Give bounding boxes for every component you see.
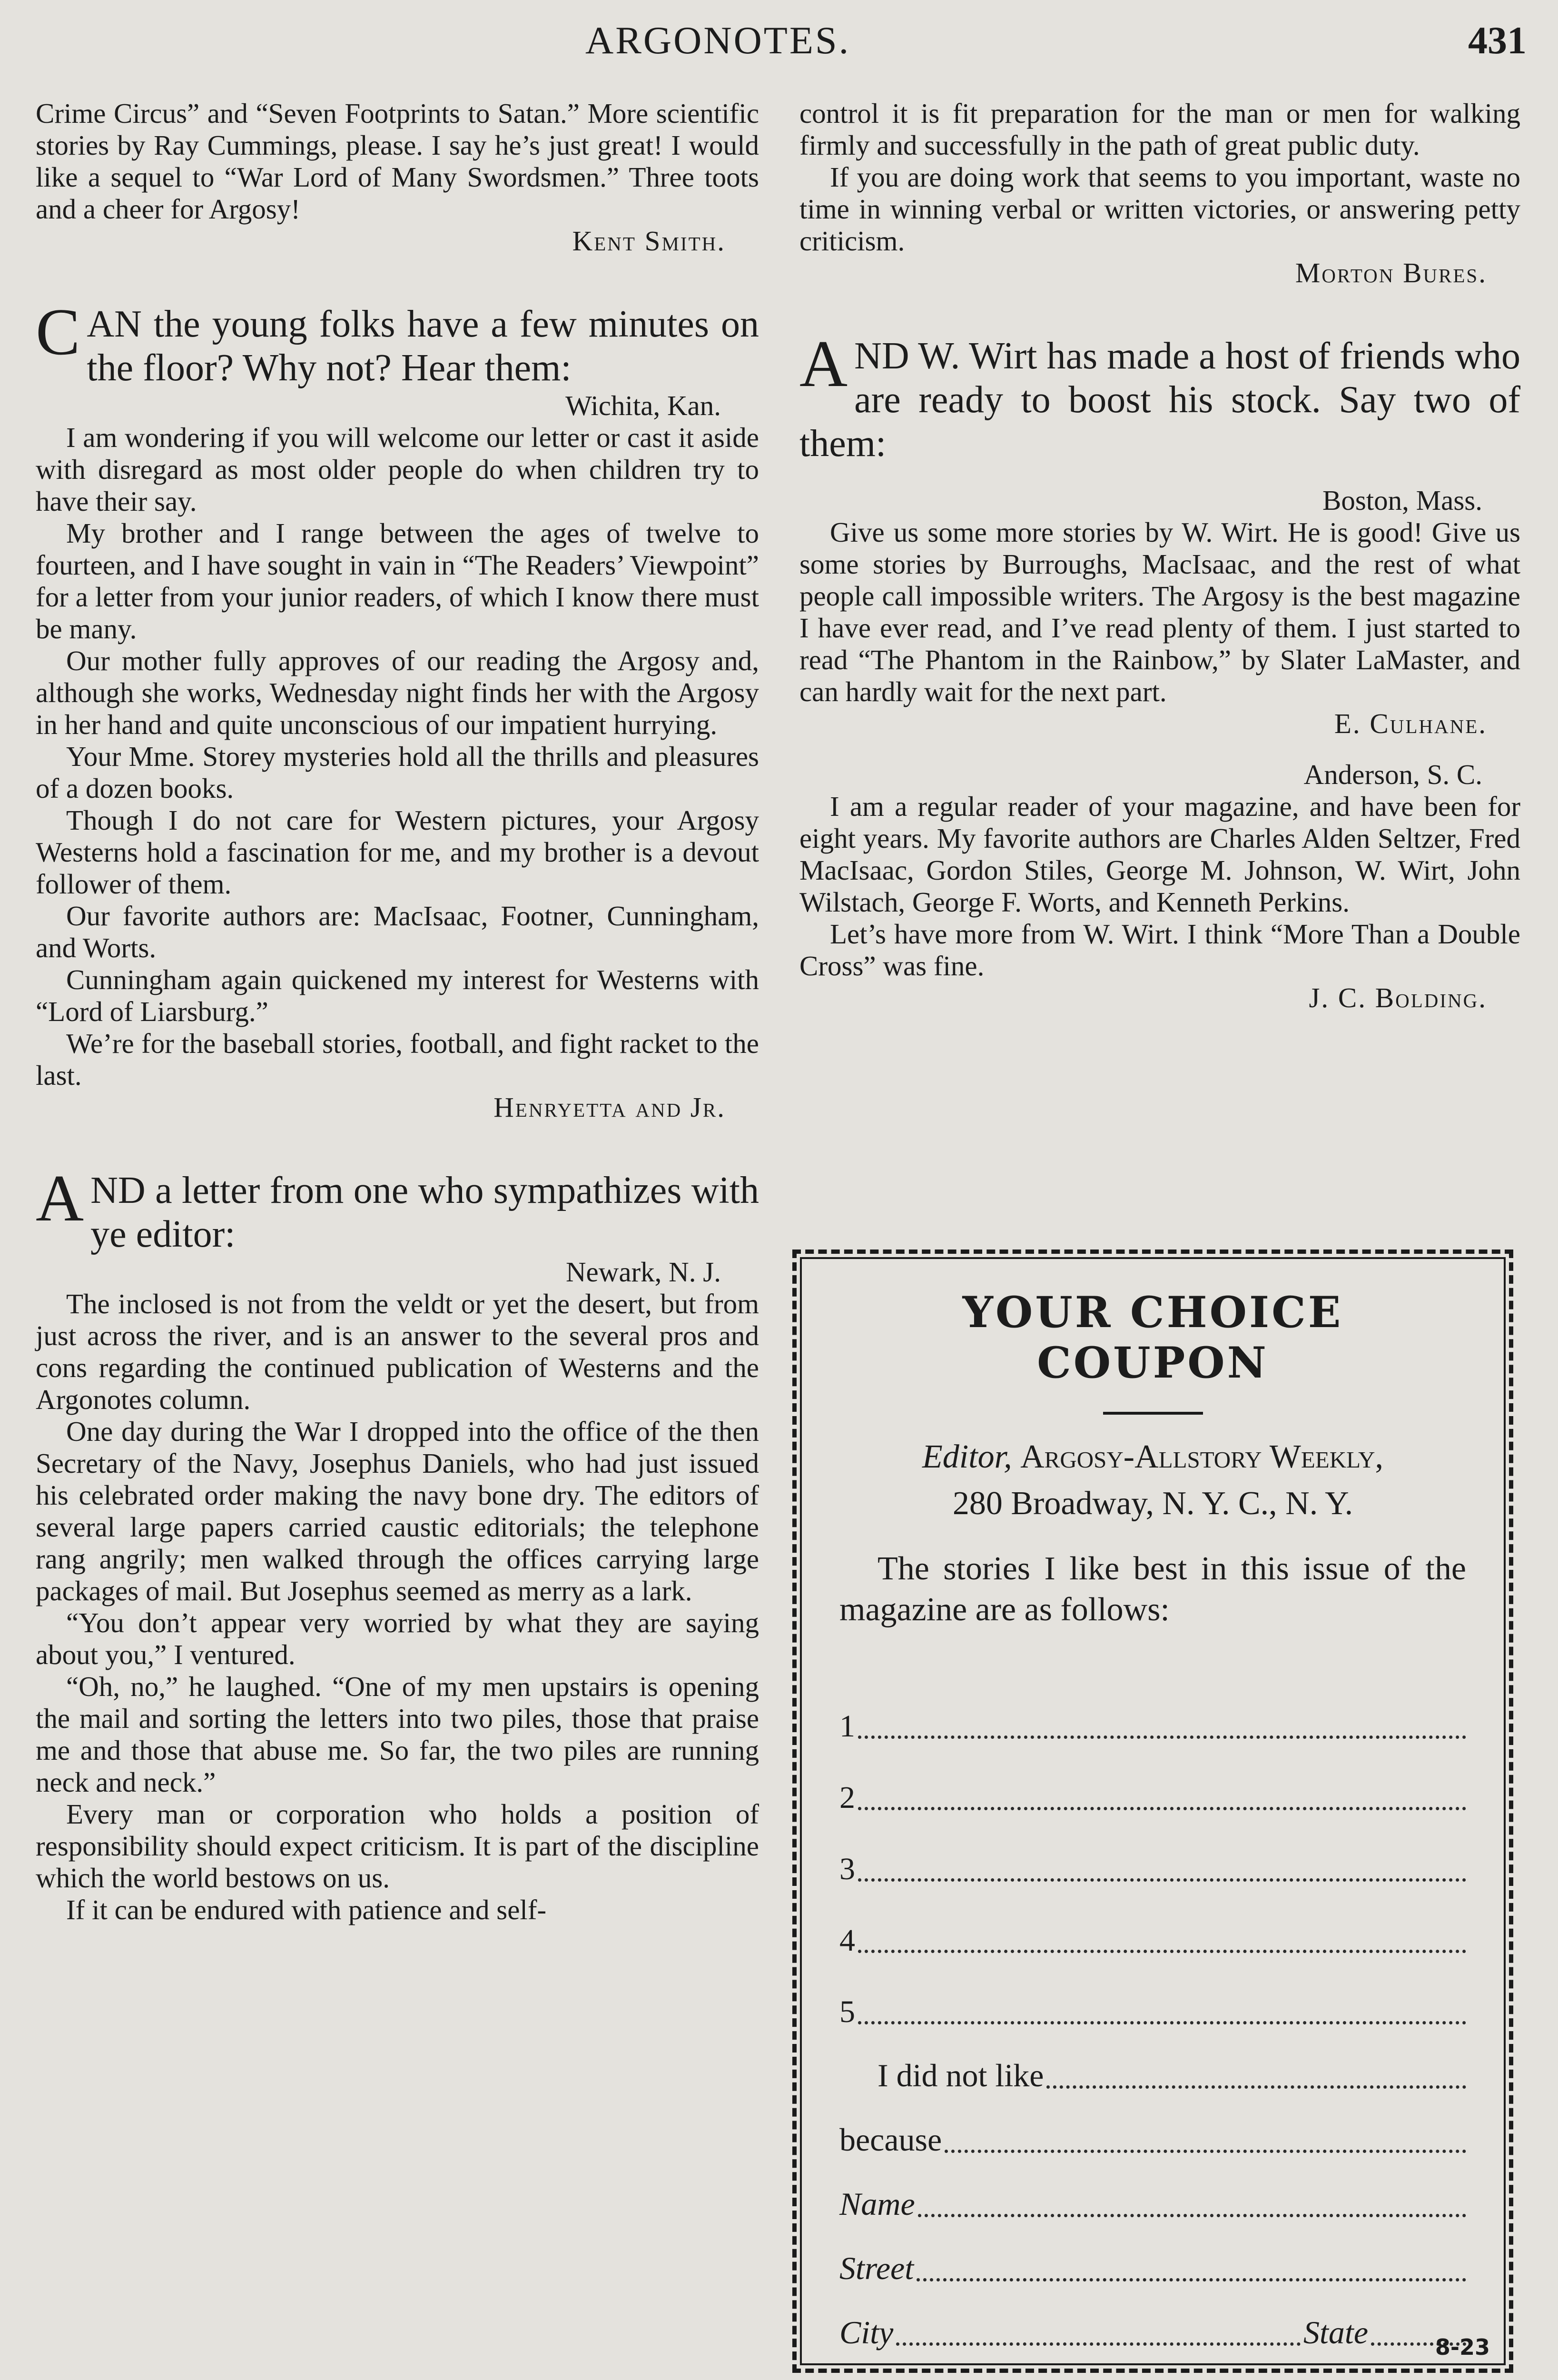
- fill-in-line[interactable]: [917, 2278, 1466, 2281]
- because-field[interactable]: because: [839, 2094, 1466, 2159]
- editor-label: Editor,: [922, 1438, 1012, 1475]
- carryover-text: Crime Circus” and “Seven Footprints to Satan.” More scientific stories by Ray Cummings, please. I say he’s just great! I would like a sequel to “War Lord of Many Swordsmen.” Three toots and a cheer for Argosy!: [36, 98, 759, 225]
- letter-paragraph: Cunningham again quickened my interest for Westerns with “Lord of Liarsburg.”: [36, 964, 759, 1027]
- editor-intro-w-wirt: AND W. Wirt has made a host of friends who are ready to boost his stock. Say two of them:: [799, 327, 1520, 465]
- letter-paragraph: I am a regular reader of your magazine, and have been for eight years. My favorite authors are Charles Alden Seltzer, Fred MacIsaac, Gordon Stiles, George M. Johnson, W. Wirt, John Wilstach, George F. Worts, and Kenneth Perkins.: [799, 791, 1520, 918]
- editor-intro-sympathizes: AND a letter from one who sympathizes with ye editor:: [36, 1161, 759, 1255]
- street-field[interactable]: Street: [839, 2223, 1466, 2287]
- story-choice-line-4[interactable]: 4: [839, 1887, 1466, 1959]
- signature-kent-smith: Kent Smith.: [572, 225, 726, 257]
- drop-cap: A: [799, 327, 848, 401]
- letter-paragraph: Give us some more stories by W. Wirt. He is good! Give us some stories by Burroughs, MacIsaac, and the rest of what people call impossible writers. The Argosy is the best magazine I have ever read, and I’ve read plenty of them. I just started to read “The Phantom in the Rainbow,” by Slater LaMaster, and can hardly wait for the next part.: [799, 516, 1520, 707]
- letter-paragraph: Your Mme. Storey mysteries hold all the thrills and pleasures of a dozen books.: [36, 741, 759, 804]
- running-head: [0, 13, 1558, 66]
- magazine-name: Argosy-Allstory Weekly,: [1020, 1438, 1384, 1475]
- letter-paragraph: Our mother fully approves of our reading the Argosy and, although she works, Wednesday night finds her with the Argosy in her hand and quite unconscious of our impatient hurrying.: [36, 645, 759, 740]
- carryover-text: If you are doing work that seems to you important, waste no time in winning verbal or written victories, or answering petty criticism.: [799, 161, 1520, 257]
- fill-in-line[interactable]: [1046, 2085, 1466, 2089]
- letter-paragraph: We’re for the baseball stories, football, and fight racket to the last.: [36, 1028, 759, 1091]
- signature-culhane: E. Culhane.: [1334, 708, 1487, 739]
- street-address: 280 Broadway, N. Y. C., N. Y.: [952, 1485, 1353, 1522]
- right-column: [799, 98, 1520, 1014]
- fill-in-line[interactable]: [896, 2342, 1301, 2346]
- running-title: ARGONOTES.: [585, 19, 851, 62]
- letter-paragraph: The inclosed is not from the veldt or yet the desert, but from just across the river, and is an answer to the several pros and cons regarding the continued publication of Westerns and the Argonotes column.: [36, 1288, 759, 1415]
- page-number: 431: [1468, 19, 1527, 62]
- story-choice-line-1[interactable]: 1: [839, 1673, 1466, 1745]
- coupon-code: 8-23: [1435, 2334, 1490, 2360]
- letter-paragraph: Our favorite authors are: MacIsaac, Footner, Cunningham, and Worts.: [36, 900, 759, 963]
- fill-in-line[interactable]: [858, 1807, 1466, 1810]
- signature-morton-bures: Morton Bures.: [1295, 257, 1487, 288]
- letter-paragraph: One day during the War I dropped into the office of the then Secretary of the Navy, Josephus Daniels, who had just issued his celebrated order making the navy bone dry. The editors of several large papers carried caustic editorials; the telephone rang angrily; men walked through the offices carrying large packages of mail. But Josephus seemed as merry as a lark.: [36, 1416, 759, 1606]
- carryover-text: control it is fit preparation for the man or men for walking firmly and successfully in the path of great public duty.: [799, 98, 1520, 161]
- coupon-divider: [1103, 1412, 1203, 1415]
- signature-henryetta: Henryetta and Jr.: [493, 1091, 726, 1123]
- letter-paragraph: “You don’t appear very worried by what they are saying about you,” I ventured.: [36, 1607, 759, 1670]
- left-column: [36, 98, 759, 1926]
- story-choice-line-2[interactable]: 2: [839, 1745, 1466, 1816]
- fill-in-line[interactable]: [858, 1735, 1466, 1739]
- choice-coupon[interactable]: [792, 1250, 1513, 2373]
- name-field[interactable]: Name: [839, 2159, 1466, 2223]
- did-not-like-field[interactable]: I did not like: [839, 2030, 1466, 2094]
- letter-paragraph: I am wondering if you will welcome our letter or cast it aside with disregard as most older people do when children try to have their say.: [36, 422, 759, 517]
- letter-paragraph: Every man or corporation who holds a position of responsibility should expect criticism. It is part of the discipline which the world bestows on us.: [36, 1798, 759, 1894]
- drop-cap: A: [36, 1161, 84, 1235]
- coupon-editor-address: [839, 1434, 1466, 1527]
- letter-paragraph: If it can be endured with patience and self-: [66, 1894, 547, 1925]
- letter-place-boston: Boston, Mass.: [1322, 485, 1482, 516]
- fill-in-line[interactable]: [945, 2150, 1466, 2153]
- letter-paragraph: My brother and I range between the ages of twelve to fourteen, and I have sought in vain in “The Readers’ Viewpoint” for a letter from your junior readers, of which I know there must be many.: [36, 517, 759, 645]
- fill-in-line[interactable]: [858, 1950, 1466, 1953]
- story-choice-line-3[interactable]: 3: [839, 1816, 1466, 1887]
- fill-in-line[interactable]: [858, 1878, 1466, 1882]
- city-state-field[interactable]: City State: [839, 2287, 1466, 2351]
- coupon-title: YOUR CHOICE COUPON: [962, 1287, 1343, 1388]
- letter-paragraph: Let’s have more from W. Wirt. I think “More Than a Double Cross” was fine.: [799, 918, 1520, 982]
- letter-paragraph: “Oh, no,” he laughed. “One of my men upstairs is opening the mail and sorting the letters into two piles, those that praise me and those that abuse me. So far, the two piles are running neck and neck.”: [36, 1671, 759, 1798]
- drop-cap: C: [36, 295, 80, 369]
- story-choice-line-5[interactable]: 5: [839, 1959, 1466, 2030]
- letter-paragraph: Though I do not care for Western pictures, your Argosy Westerns hold a fascination for me, and my brother is a devout follower of them.: [36, 804, 759, 900]
- letter-place-newark: Newark, N. J.: [565, 1256, 721, 1288]
- editor-intro-young-folks: CAN the young folks have a few minutes on the floor? Why not? Hear them:: [36, 295, 759, 389]
- coupon-instructions: The stories I like best in this issue of the magazine are as follows:: [839, 1550, 1466, 1628]
- fill-in-line[interactable]: [858, 2021, 1466, 2024]
- letter-place-anderson: Anderson, S. C.: [1303, 759, 1482, 790]
- signature-bolding: J. C. Bolding.: [1309, 982, 1487, 1013]
- fill-in-line[interactable]: [918, 2214, 1466, 2217]
- letter-place-wichita: Wichita, Kan.: [565, 390, 721, 421]
